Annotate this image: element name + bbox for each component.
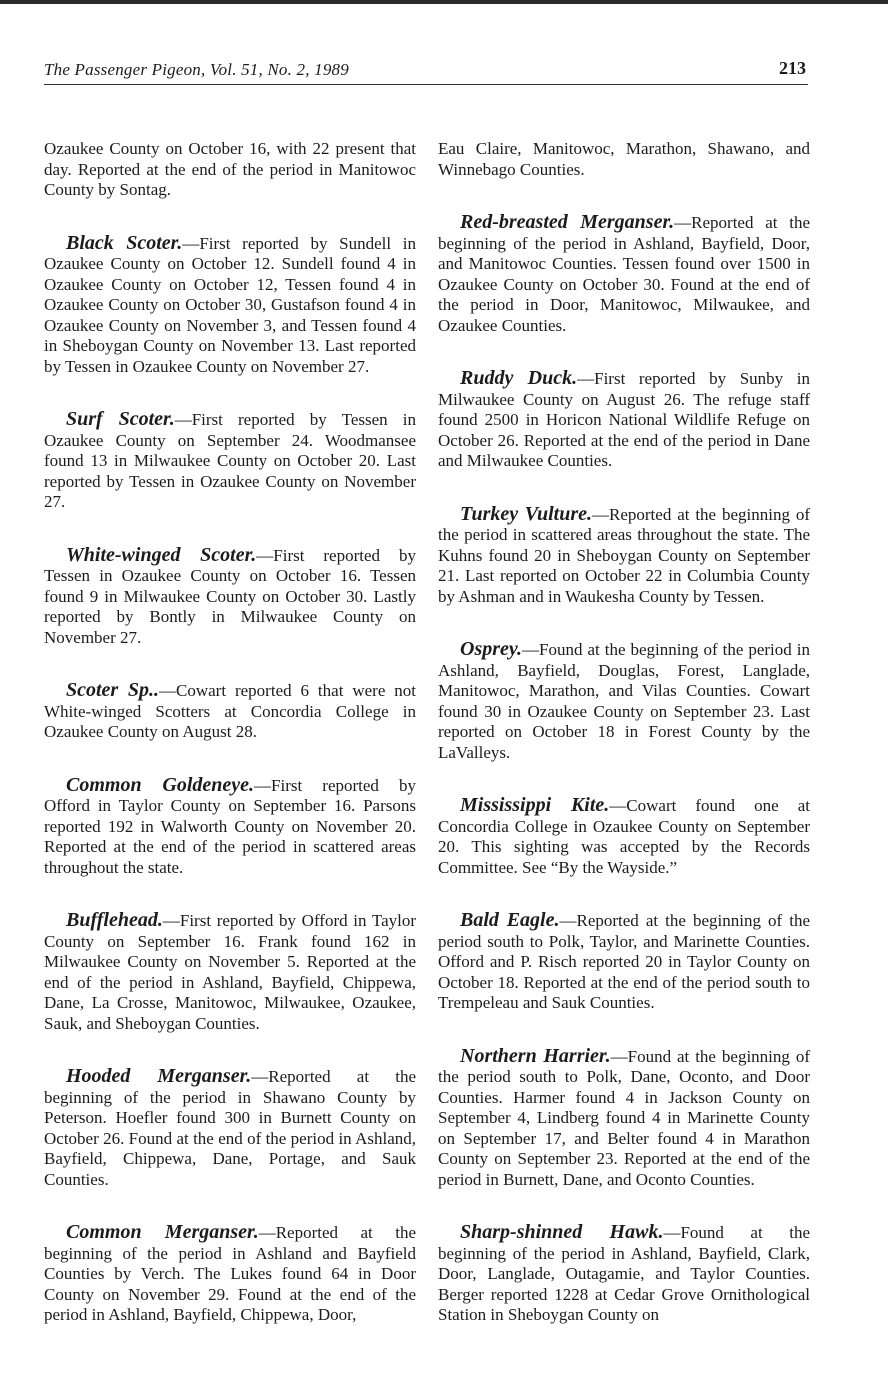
species-account — [44, 139, 416, 201]
account-text: —Found at the beginning of the period south to Polk, Dane, Oconto, and Door Counties. Harmer found 4 in Jackson County on September 4, Lindberg found 4 in Marinette County on September 17, and Belter found 4 in Marathon County on September 23. Reported at the end of the period in Burnett, Dane, and Oconto Counties. — [438, 1046, 810, 1189]
species-name: Mississippi Kite. — [460, 794, 610, 816]
species-account — [438, 368, 810, 472]
species-name: Northern Harrier. — [460, 1044, 611, 1067]
running-header — [44, 58, 808, 85]
species-account — [44, 1222, 416, 1326]
species-account — [44, 1066, 416, 1190]
species-account — [438, 639, 810, 763]
account-text: —Cowart found one at Concordia College in Ozaukee County on September 20. This sighting was accepted by the Records Committee. See “By the Wayside.” — [438, 796, 810, 877]
species-account — [44, 680, 416, 743]
journal-title: The Passenger Pigeon, Vol. 51, No. 2, 1989 — [44, 60, 349, 79]
species-name: Osprey. — [460, 638, 523, 660]
account-text: —First reported by Tessen in Ozaukee County on September 24. Woodmansee found 13 in Milwaukee County on October 20. Last reported by Tessen in Ozaukee County on November 27. — [44, 410, 417, 511]
species-account — [44, 545, 416, 649]
species-name: Red-breasted Merganser. — [460, 211, 675, 233]
species-name: Turkey Vulture. — [460, 502, 593, 525]
species-name: Black Scoter. — [66, 231, 183, 254]
species-account — [438, 910, 810, 1014]
account-text: Ozaukee County on October 16, with 22 present that day. Reported at the end of the period in Manitowoc County by Sontag. — [44, 139, 416, 199]
account-text: —Found at the beginning of the period in Ashland, Bayfield, Clark, Door, Langlade, Outagamie, and Taylor Counties. Berger reported 1228 at Cedar Grove Ornithological Station in Sheboygan County on — [438, 1223, 810, 1324]
species-name: Hooded Merganser. — [66, 1065, 252, 1087]
account-text: —Reported at the beginning of the period in scattered areas throughout the state. The Kuhns found 20 in Sheboygan County on September 21. Last reported on October 22 in Columbia County by Ashman and in Waukesha County by Tessen. — [438, 504, 810, 606]
species-name: Scoter Sp.. — [66, 679, 160, 701]
species-name: Surf Scoter. — [66, 408, 175, 430]
species-account — [44, 233, 416, 378]
species-name: Bufflehead. — [66, 909, 163, 931]
species-account — [438, 212, 810, 336]
species-account — [438, 1222, 810, 1326]
account-text: Eau Claire, Manitowoc, Marathon, Shawano, and Winnebago Counties. — [438, 139, 810, 179]
species-account — [44, 775, 416, 879]
account-text: —First reported by Tessen in Ozaukee County on October 16. Tessen found 9 in Milwaukee County on October 30. Lastly reported by Bontly in Milwaukee County on November 27. — [44, 545, 416, 647]
account-text: —Reported at the beginning of the period in Ashland and Bayfield Counties by Verch. The Lukes found 64 in Door County on November 29. Found at the end of the period in Ashland, Bayfield, Chippewa, Door, — [44, 1223, 416, 1324]
left-column — [44, 139, 416, 1358]
species-name: Bald Eagle. — [460, 909, 560, 931]
species-account — [438, 139, 810, 180]
species-account — [438, 1046, 810, 1191]
page-number: 213 — [779, 58, 806, 78]
top-border — [0, 0, 888, 4]
species-name: Ruddy Duck. — [460, 367, 578, 389]
species-account — [438, 504, 810, 608]
account-text: —First reported by Sunby in Milwaukee County on August 26. The refuge staff found 2500 in Horicon National Wildlife Refuge on October 26. Reported at the end of the period in Dane and Milwaukee Counties. — [438, 369, 810, 470]
account-text: —Reported at the beginning of the period south to Polk, Taylor, and Marinette Counties. Offord and P. Risch reported 20 in Taylor County on October 18. Reported at the end of the period south to Trempeleau and Sauk Counties. — [438, 911, 811, 1012]
species-name: Common Goldeneye. — [66, 773, 255, 796]
species-name: Common Merganser. — [66, 1221, 259, 1243]
species-name: White-winged Scoter. — [66, 543, 257, 566]
account-text: —First reported by Sundell in Ozaukee County on October 12. Sundell found 4 in Ozaukee County on October 12, Tessen found 4 in Ozaukee County on October 30, Gustafson found 4 in Ozaukee County on November 3, and Tessen found 4 in Sheboygan County on November 13. Last reported by Tessen in Ozaukee County on November 27. — [44, 233, 416, 376]
account-text: —Reported at the beginning of the period in Ashland, Bayfield, Door, and Manitowoc Counties. Tessen found over 1500 in Ozaukee County on October 30. Found at the end of the period in Door, Manitowoc, Milwaukee, and Ozaukee Counties. — [438, 213, 810, 335]
account-text: —Reported at the beginning of the period in Shawano County by Peterson. Hoefler found 300 in Burnett County on October 26. Found at the end of the period in Ashland, Bayfield, Chippewa, Dane, Portage, and Sauk Counties. — [44, 1067, 416, 1189]
species-name: Sharp-shinned Hawk. — [460, 1221, 664, 1243]
account-text: —Cowart reported 6 that were not White-winged Scotters at Concordia College in Ozaukee County on August 28. — [44, 681, 416, 741]
account-text: —First reported by Offord in Taylor County on September 16. Frank found 162 in Milwaukee County on November 5. Reported at the end of the period in Ashland, Bayfield, Chippewa, Dane, La Crosse, Manitowoc, Milwaukee, Ozaukee, Sauk, and Sheboygan Counties. — [44, 911, 416, 1033]
species-account — [438, 795, 810, 878]
account-text: —First reported by Offord in Taylor County on September 16. Parsons reported 192 in Walworth County on November 20. Reported at the end of the period in scattered areas throughout the state. — [44, 775, 416, 877]
account-text: —Found at the beginning of the period in Ashland, Bayfield, Douglas, Forest, Langlade, Manitowoc, Marathon, and Vilas Counties. Cowart found 30 in Ozaukee County on September 23. Last reported on October 18 in Forest County by the LaValleys. — [438, 640, 810, 762]
right-column — [438, 139, 810, 1358]
species-account — [44, 910, 416, 1034]
species-account — [44, 409, 416, 513]
